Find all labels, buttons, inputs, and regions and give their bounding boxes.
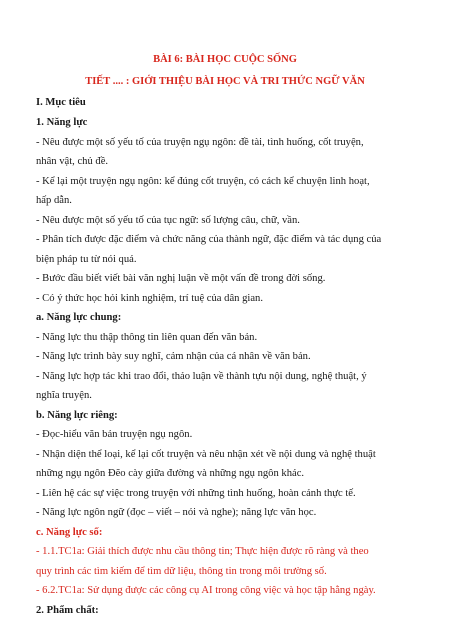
body-line: nhân vật, chủ đề. xyxy=(36,156,109,167)
body-line: biện pháp tu từ nói quá. xyxy=(36,254,137,265)
body-line: những ngụ ngôn Đẽo cày giữa đường và những ngụ ngôn khác. xyxy=(36,468,305,479)
body-line: - Có ý thức học hỏi kinh nghiệm, trí tuệ của dân gian. xyxy=(36,293,263,304)
subheading-competence: 1. Năng lực xyxy=(36,117,88,128)
body-line: - Nhận diện thể loại, kể lại cốt truyện và nêu nhận xét về nội dung và nghệ thuật xyxy=(36,449,376,460)
body-line: nghĩa truyện. xyxy=(36,390,92,401)
subheading-specific-competence: b. Năng lực riêng: xyxy=(36,410,118,421)
section-heading-objectives: I. Mục tiêu xyxy=(36,97,86,108)
body-line: - Phân tích được đặc điểm và chức năng của thành ngữ, đặc điểm và tác dụng của xyxy=(36,234,382,245)
body-line: - Nêu được một số yếu tố của truyện ngụ ngôn: đề tài, tình huống, cốt truyện, xyxy=(36,137,364,148)
body-line: - Liên hệ các sự việc trong truyện với những tình huống, hoàn cảnh thực tế. xyxy=(36,488,356,499)
body-line: - Kể lại một truyện ngụ ngôn: kể đúng cốt truyện, có cách kể chuyện linh hoạt, xyxy=(36,176,370,187)
body-line: - Đọc-hiểu văn bản truyện ngụ ngôn. xyxy=(36,429,193,440)
body-line: - Năng lực ngôn ngữ (đọc – viết – nói và nghe); năng lực văn học. xyxy=(36,507,317,518)
body-line: hấp dẫn. xyxy=(36,195,72,206)
subheading-general-competence: a. Năng lực chung: xyxy=(36,312,122,323)
lesson-title: BÀI 6: BÀI HỌC CUỘC SỐNG xyxy=(153,54,297,65)
body-line: - Nêu được một số yếu tố của tục ngữ: số lượng câu, chữ, vần. xyxy=(36,215,300,226)
subheading-digital-competence: c. Năng lực số: xyxy=(36,527,103,538)
digital-competence-line: - 1.1.TC1a: Giải thích được nhu cầu thông tin; Thực hiện được rõ ràng và theo xyxy=(36,546,369,557)
body-line: - Năng lực thu thập thông tin liên quan đến văn bản. xyxy=(36,332,258,343)
digital-competence-line: - 6.2.TC1a: Sử dụng được các công cụ AI trong công việc và học tập hằng ngày. xyxy=(36,585,376,596)
body-line: - Năng lực trình bày suy nghĩ, cảm nhận của cá nhân về văn bản. xyxy=(36,351,311,362)
digital-competence-line: quy trình các tìm kiếm để tìm dữ liệu, thông tin trong môi trường số. xyxy=(36,566,327,577)
period-title: TIẾT .... : GIỚI THIỆU BÀI HỌC VÀ TRI THỨC NGỮ VĂN xyxy=(85,76,365,87)
subheading-qualities: 2. Phẩm chất: xyxy=(36,605,99,616)
body-line: - Bước đầu biết viết bài văn nghị luận về một vấn đề trong đời sống. xyxy=(36,273,326,284)
body-line: - Năng lực hợp tác khi trao đổi, thảo luận về thành tựu nội dung, nghệ thuật, ý xyxy=(36,371,367,382)
